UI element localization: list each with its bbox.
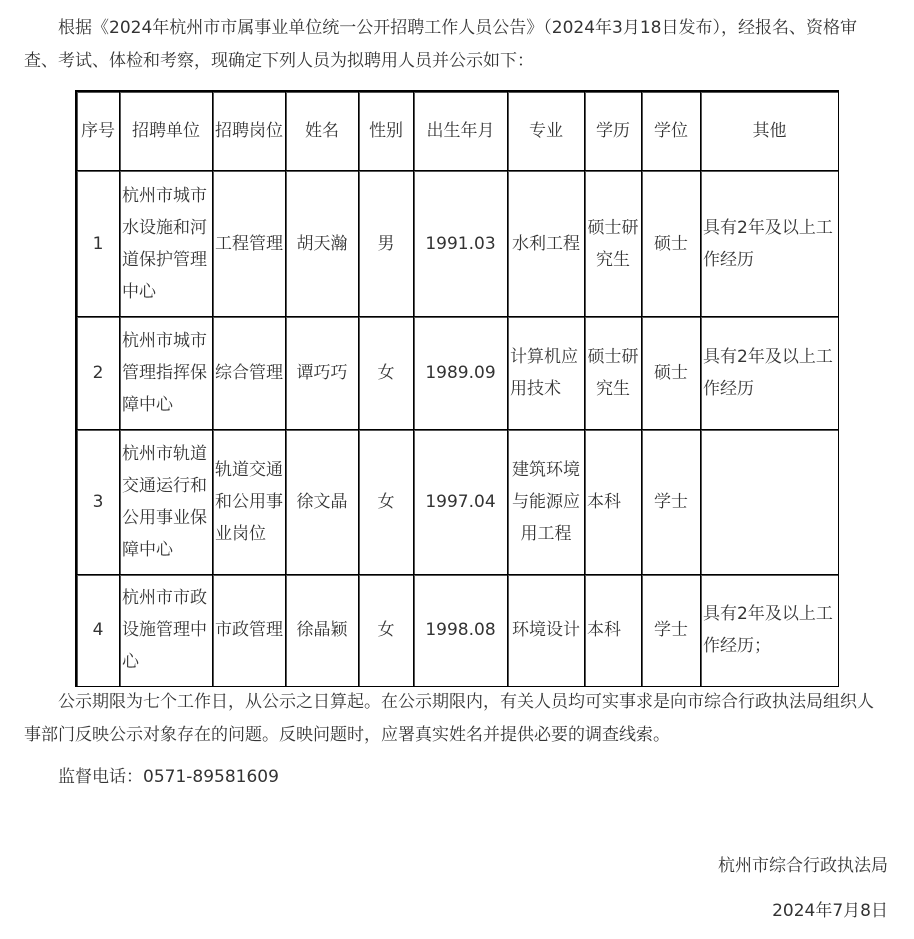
- header-cell: 招聘单位: [120, 92, 213, 171]
- unit-cell: 杭州市市政设施管理中心: [120, 575, 213, 687]
- row-number: 3: [77, 430, 120, 575]
- education-cell: 本科: [585, 575, 642, 687]
- header-cell: 序号: [77, 92, 120, 171]
- birth-cell: 1989.09: [414, 317, 508, 429]
- name-cell: 徐晶颖: [286, 575, 359, 687]
- table-row: [77, 430, 839, 575]
- name-cell: 胡天瀚: [286, 171, 359, 317]
- intro-paragraph: 根据《2024年杭州市市属事业单位统一公开招聘工作人员公告》（2024年3月18日发布），经报名、资格审查、考试、体检和考察，现确定下列人员为拟聘用人员并公示如下：: [24, 18, 857, 71]
- unit-cell: 杭州市轨道交通运行和公用事业保障中心: [120, 430, 213, 575]
- notice-paragraph: 公示期限为七个工作日，从公示之日算起。在公示期限内，有关人员均可实事求是向市综合行政执法局组织人事部门反映公示对象存在的问题。反映问题时，应署真实姓名并提供必要的调查线索。: [24, 692, 874, 745]
- other-cell: 具有2年及以上工作经历；: [701, 575, 839, 687]
- major-cell: 水利工程: [508, 171, 585, 317]
- birth-cell: 1997.04: [414, 430, 508, 575]
- table-header-row: [77, 92, 839, 171]
- post-cell: 轨道交通和公用事业岗位: [213, 430, 286, 575]
- row-number: 1: [77, 171, 120, 317]
- gender-cell: 女: [359, 575, 414, 687]
- name-cell: 谭巧巧: [286, 317, 359, 429]
- degree-cell: 硕士: [642, 171, 701, 317]
- header-cell: 招聘岗位: [213, 92, 286, 171]
- education-cell: 硕士研究生: [585, 171, 642, 317]
- gender-cell: 女: [359, 430, 414, 575]
- post-cell: 市政管理: [213, 575, 286, 687]
- unit-cell: 杭州市城市水设施和河道保护管理中心: [120, 171, 213, 317]
- degree-cell: 学士: [642, 575, 701, 687]
- header-cell: 专业: [508, 92, 585, 171]
- major-cell: 建筑环境与能源应用工程: [508, 430, 585, 575]
- recruitment-table: [75, 90, 839, 687]
- table-row: [77, 575, 839, 687]
- header-cell: 学位: [642, 92, 701, 171]
- supervision-phone: 监督电话：0571-89581609: [58, 767, 279, 787]
- gender-cell: 男: [359, 171, 414, 317]
- header-cell: 学历: [585, 92, 642, 171]
- other-cell: 具有2年及以上工作经历: [701, 171, 839, 317]
- birth-cell: 1998.08: [414, 575, 508, 687]
- degree-cell: 硕士: [642, 317, 701, 429]
- issue-date: 2024年7月8日: [772, 901, 888, 921]
- education-cell: 本科: [585, 430, 642, 575]
- header-cell: 出生年月: [414, 92, 508, 171]
- other-cell: [701, 430, 839, 575]
- post-cell: 工程管理: [213, 171, 286, 317]
- header-cell: 姓名: [286, 92, 359, 171]
- major-cell: 计算机应用技术: [508, 317, 585, 429]
- table-row: [77, 171, 839, 317]
- issuing-organization: 杭州市综合行政执法局: [718, 856, 888, 876]
- table-row: [77, 317, 839, 429]
- name-cell: 徐文晶: [286, 430, 359, 575]
- other-cell: 具有2年及以上工作经历: [701, 317, 839, 429]
- header-cell: 性别: [359, 92, 414, 171]
- header-cell: 其他: [701, 92, 839, 171]
- degree-cell: 学士: [642, 430, 701, 575]
- unit-cell: 杭州市城市管理指挥保障中心: [120, 317, 213, 429]
- gender-cell: 女: [359, 317, 414, 429]
- post-cell: 综合管理: [213, 317, 286, 429]
- row-number: 2: [77, 317, 120, 429]
- birth-cell: 1991.03: [414, 171, 508, 317]
- major-cell: 环境设计: [508, 575, 585, 687]
- education-cell: 硕士研究生: [585, 317, 642, 429]
- row-number: 4: [77, 575, 120, 687]
